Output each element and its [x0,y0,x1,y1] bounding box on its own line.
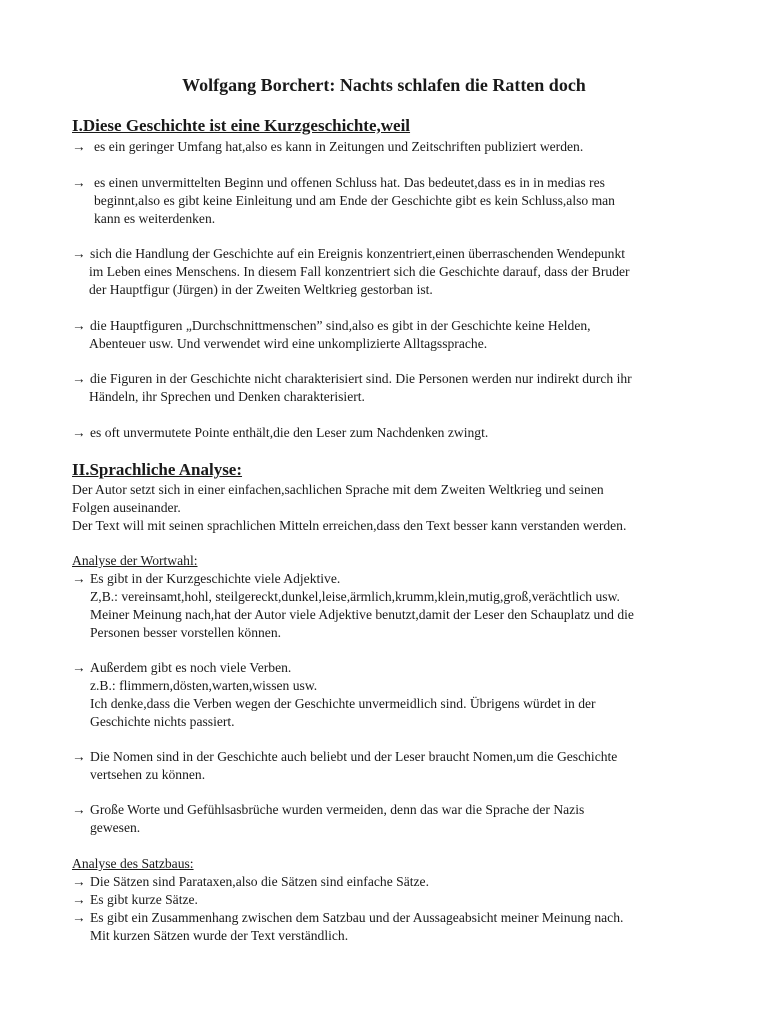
document-title: Wolfgang Borchert: Nachts schlafen die Ratten doch [182,75,586,95]
arrow-icon: → [72,874,86,889]
arrow-icon: → [72,802,86,817]
arrow-icon: → [72,571,86,586]
section-1-item: → die Hauptfiguren „Durchschnittmenschen” sind,also es gibt in der Geschichte keine Helden, Abenteuer usw. Und verwendet wird eine unkomplizierte Alltagssprache. [72,318,591,351]
arrow-icon: → [72,892,86,907]
section-1-item: → es ein geringer Umfang hat,also es kann in Zeitungen und Zeitschriften publiziert werden. [72,139,584,154]
arrow-icon: → [72,139,86,154]
wortwahl-item: → Außerdem gibt es noch viele Verben. z.B.: flimmern,dösten,warten,wissen usw. Ich denke,dass die Verben wegen der Geschichte unvermeidlich sind. Übrigens würdet in der Geschichte nichts passiert. [72,660,596,729]
section-1-item: → die Figuren in der Geschichte nicht charakterisiert sind. Die Personen werden nur indirekt durch ihr Händeln, ihr Sprechen und Denken charakterisiert. [72,371,632,404]
satzbau-item: → Es gibt ein Zusammenhang zwischen dem Satzbau und der Aussageabsicht meiner Meinung nach. Mit kurzen Sätzen wurde der Text verständlich. [72,910,624,943]
arrow-icon: → [72,318,86,333]
section-2-heading: II.Sprachliche Analyse: [72,460,243,479]
section-1-item: → sich die Handlung der Geschichte auf ein Ereignis konzentriert,einen überraschenden Wendepunkt im Leben eines Menschens. In diesem Fall konzentriert sich die Geschichte darauf, dass der Bruder der Hauptfigur (Jürgen) in der Zweiten Weltkrieg gestorban ist. [72,246,630,297]
arrow-icon: → [72,246,86,261]
arrow-icon: → [72,749,86,764]
wortwahl-item: → Die Nomen sind in der Geschichte auch beliebt und der Leser braucht Nomen,um die Geschichte vertsehen zu können. [72,749,618,782]
arrow-icon: → [72,425,86,440]
satzbau-heading: Analyse des Satzbaus: [72,856,194,871]
section-1-item: → es einen unvermittelten Beginn und offenen Schluss hat. Das bedeutet,dass es in in medias res beginnt,also es gibt keine Einleitung und am Ende der Geschichte gibt es kein Schluss,also man kann es weiterdenken. [72,175,615,226]
wortwahl-item: → Große Worte und Gefühlsasbrüche wurden vermeiden, denn das war die Sprache der Nazis gewesen. [72,802,585,835]
section-1-item: → es oft unvermutete Pointe enthält,die den Leser zum Nachdenken zwingt. [72,425,489,440]
wortwahl-heading: Analyse der Wortwahl: [72,553,198,568]
section-1-heading: I.Diese Geschichte ist eine Kurzgeschichte,weil [72,116,411,135]
section-2-intro: Der Autor setzt sich in einer einfachen,sachlichen Sprache mit dem Zweiten Weltkrieg und seinen Folgen auseinander. Der Text will mit seinen sprachlichen Mitteln erreichen,dass den Text besser kann verstanden werden. [72,482,627,533]
satzbau-item: → Die Sätzen sind Parataxen,also die Sätzen sind einfache Sätze. [72,874,429,889]
arrow-icon: → [72,910,86,925]
arrow-icon: → [72,175,86,190]
wortwahl-item: → Es gibt in der Kurzgeschichte viele Adjektive. Z,B.: vereinsamt,hohl, steilgereckt,dunkel,leise,ärmlich,krumm,klein,mutig,groß,verächtlich usw. Meiner Meinung nach,hat der Autor viele Adjektive benutzt,damit der Leser den Schauplatz und die Personen besser vorstellen können. [72,571,634,640]
arrow-icon: → [72,371,86,386]
satzbau-item: → Es gibt kurze Sätze. [72,892,198,907]
arrow-icon: → [72,660,86,675]
